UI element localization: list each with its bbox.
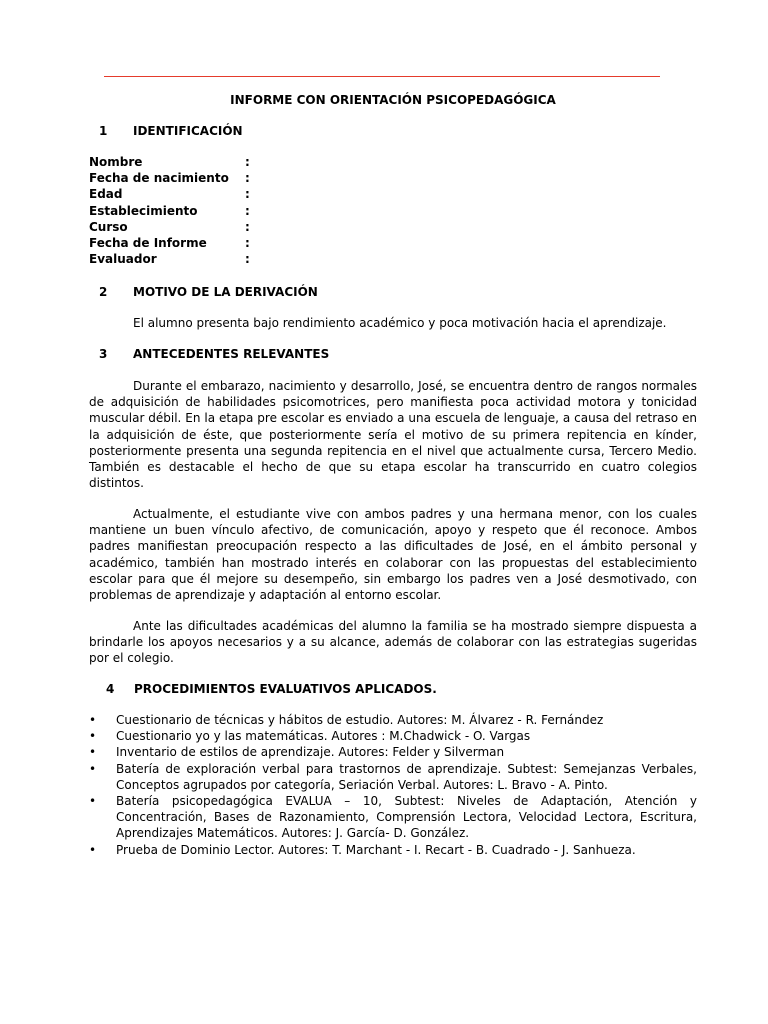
list-item (89, 761, 697, 793)
field-separator: : (245, 187, 250, 202)
section-label: MOTIVO DE LA DERIVACIÓN (133, 285, 318, 299)
section-number: 1 (99, 124, 108, 138)
motivo-paragraph: El alumno presenta bajo rendimiento académico y poca motivación hacia el aprendizaje. (133, 316, 667, 330)
list-item-text: Inventario de estilos de aprendizaje. Autores: Felder y Silverman (116, 745, 505, 760)
field-label-evaluador: Evaluador (89, 252, 157, 267)
bullet-icon: • (89, 842, 97, 857)
bullet-icon: • (89, 745, 97, 760)
bullet-icon: • (89, 729, 97, 744)
document-title: INFORME CON ORIENTACIÓN PSICOPEDAGÓGICA (230, 93, 556, 107)
field-separator: : (245, 235, 250, 250)
field-label-edad: Edad (89, 187, 123, 202)
list-item (89, 744, 697, 760)
bullet-icon: • (89, 794, 97, 809)
list-item-text: Batería de exploración verbal para trastornos de aprendizaje. Subtest: Semejanzas Verbales, Conceptos agrupados por categoría, Seriación Verbal. Autores: L. Bravo - A. Pinto. (116, 761, 697, 792)
section-number: 3 (99, 347, 108, 361)
section-label: PROCEDIMIENTOS EVALUATIVOS APLICADOS. (134, 682, 437, 696)
field-separator: : (245, 203, 250, 218)
field-separator: : (245, 171, 250, 186)
section-number: 4 (106, 682, 115, 696)
list-item (89, 842, 697, 858)
list-item (89, 712, 697, 728)
section-number: 2 (99, 285, 108, 299)
list-item-text: Batería psicopedagógica EVALUA – 10, Subtest: Niveles de Adaptación, Atención y Concentración, Bases de Razonamiento, Comprensión Lectora, Velocidad Lectora, Escritura, Aprendizajes Matemáticos. Autores: J. García- D. González. (116, 794, 697, 841)
section-label: ANTECEDENTES RELEVANTES (133, 347, 330, 361)
list-item-text: Cuestionario de técnicas y hábitos de estudio. Autores: M. Álvarez - R. Fernández (116, 713, 604, 727)
field-separator: : (245, 219, 250, 234)
header-rule (104, 76, 660, 77)
procedimientos-list (89, 712, 697, 858)
field-label-fecha-nacimiento: Fecha de nacimiento (89, 171, 229, 186)
list-item (89, 793, 697, 842)
antecedentes-paragraph-3: Ante las dificultades académicas del alumno la familia se ha mostrado siempre dispuesta a brindarle los apoyos necesarios y a su alcance, además de colaborar con las estrategias sugeridas por el colegio. (89, 619, 697, 666)
list-item (89, 728, 697, 744)
field-label-curso: Curso (89, 219, 128, 234)
bullet-icon: • (89, 761, 97, 776)
antecedentes-paragraph-2: Actualmente, el estudiante vive con ambos padres y una hermana menor, con los cuales mantiene un buen vínculo afectivo, de comunicación, apoyo y respeto que él reconoce. Ambos padres manifiestan preocupación respecto a las dificultades de José, en el ámbito personal y académico, también han mostrado interés en colaborar con las propuestas del establecimiento escolar para que él mejore su desempeño, sin embargo los padres ven a José desmotivado, con problemas de aprendizaje y adaptación al entorno escolar. (89, 507, 697, 603)
list-item-text: Cuestionario yo y las matemáticas. Autores : M.Chadwick - O. Vargas (116, 729, 531, 744)
field-separator: : (245, 155, 250, 169)
field-separator: : (245, 252, 250, 267)
list-item-text: Prueba de Dominio Lector. Autores: T. Marchant - I. Recart - B. Cuadrado - J. Sanhueza. (116, 842, 636, 857)
antecedentes-paragraph-1: Durante el embarazo, nacimiento y desarrollo, José, se encuentra dentro de rangos normales de adquisición de habilidades psicomotrices, pero manifiesta poca actividad motora y tonicidad muscular débil. En la etapa pre escolar es enviado a una escuela de lenguaje, a causa del retraso en la adquisición de éste, que posteriormente sería el motivo de su primera repitencia en kínder, posteriormente presenta una segunda repitencia en el nivel que actualmente cursa, Tercero Medio. También es destacable el hecho de que su etapa escolar ha transcurrido en cuatro colegios distintos. (89, 379, 697, 491)
field-label-nombre: Nombre (89, 155, 143, 169)
bullet-icon: • (89, 713, 97, 727)
field-label-establecimiento: Establecimiento (89, 203, 198, 218)
section-label: IDENTIFICACIÓN (133, 124, 243, 138)
field-label-fecha-informe: Fecha de Informe (89, 235, 207, 250)
